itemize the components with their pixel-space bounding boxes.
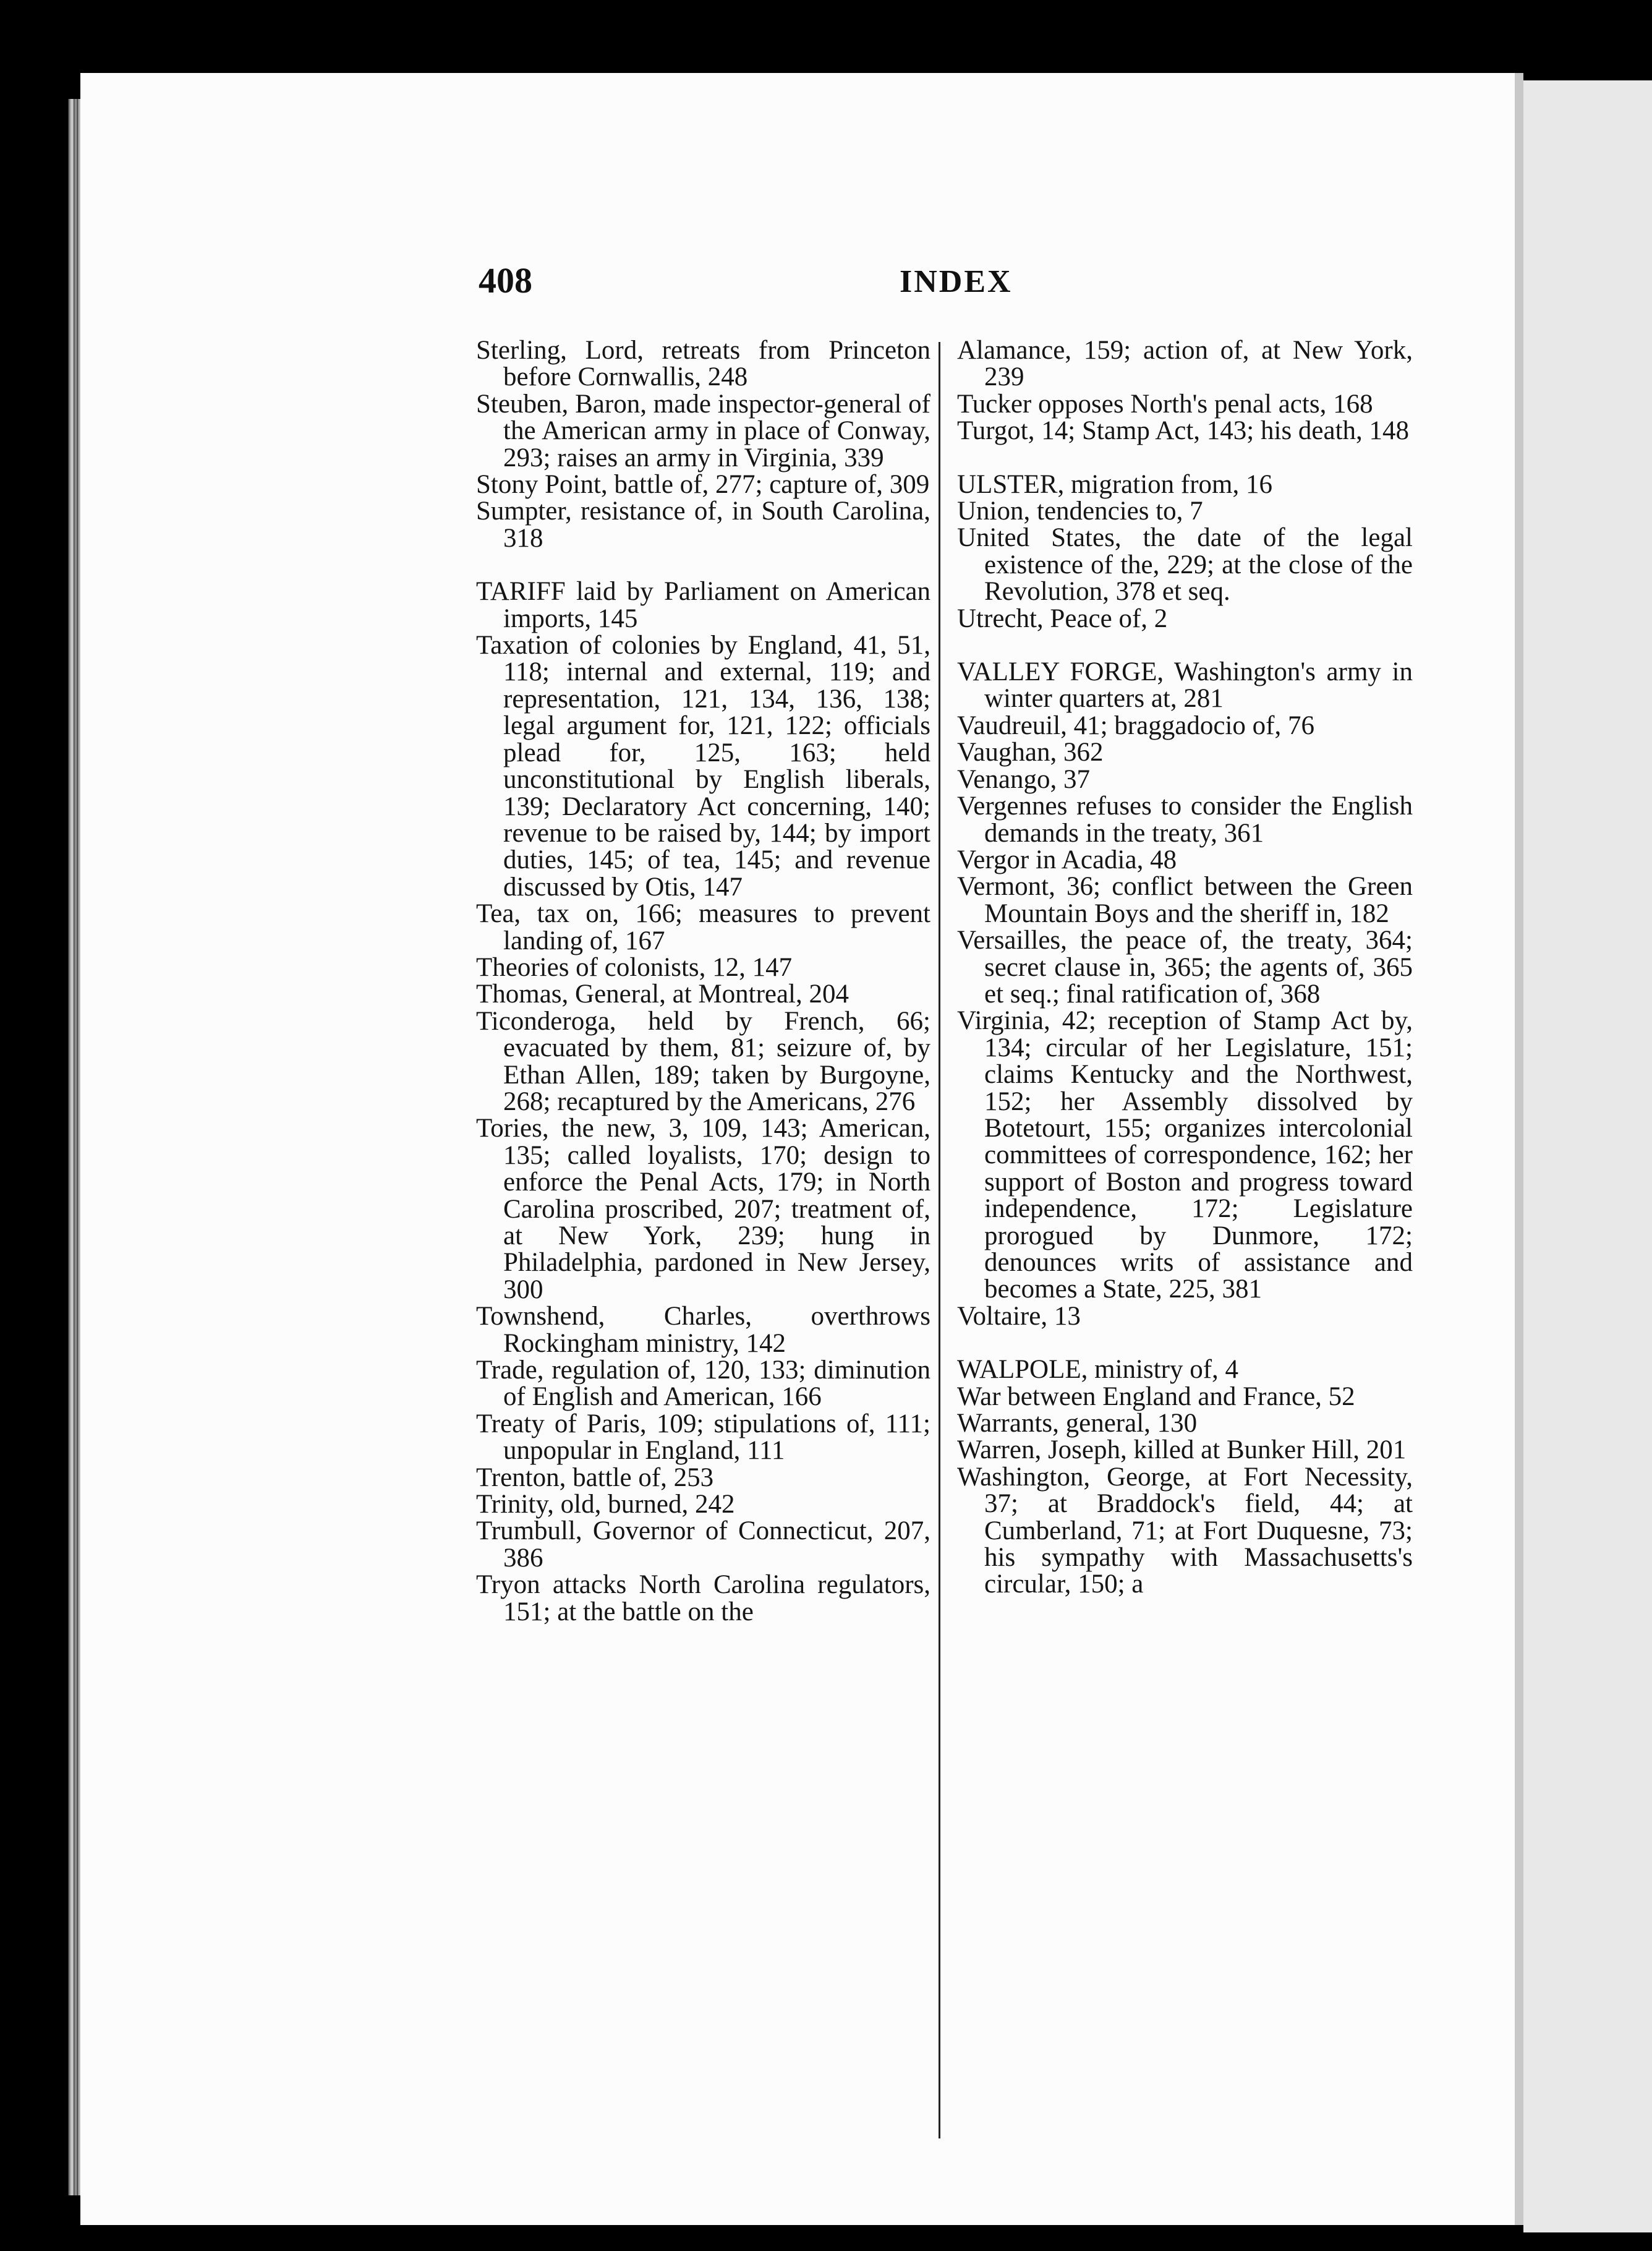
page-number: 408: [479, 260, 532, 301]
section-gap: [957, 1330, 1413, 1356]
index-entry: Taxation of colonies by England, 41, 51, 118; internal and external, 119; and representation, 121, 134, 136, 138; legal argument for, 121, 122; officials plead for, 125, 163; held unconstitutional by English liberals, 139; Declaratory Act concerning, 140; revenue to be raised by, 144; by import duties, 145; of tea, 145; and revenue discussed by Otis, 147: [476, 631, 930, 902]
index-entry: Sumpter, resistance of, in South Carolina, 318: [476, 497, 930, 553]
index-entry: Trumbull, Governor of Connecticut, 207, 386: [476, 1516, 930, 1573]
index-entry: VALLEY FORGE, Washington's army in winter quarters at, 281: [957, 657, 1413, 714]
column-divider: [939, 342, 940, 2138]
index-entry: Tucker opposes North's penal acts, 168: [957, 389, 1373, 419]
index-entry: Tea, tax on, 166; measures to prevent landing of, 167: [476, 899, 930, 955]
running-head: INDEX: [900, 264, 1013, 299]
index-entry: Tryon attacks North Carolina regulators, 151; at the battle on the: [476, 1570, 930, 1626]
index-entry: Voltaire, 13: [957, 1301, 1081, 1331]
index-entry: Turgot, 14; Stamp Act, 143; his death, 148: [957, 416, 1410, 446]
section-gap: [476, 552, 930, 578]
index-entry: Theories of colonists, 12, 147: [476, 952, 793, 982]
index-entry: United States, the date of the legal existence of the, 229; at the close of the Revolution, 378 et seq.: [957, 523, 1413, 607]
index-column-left: [476, 337, 930, 1625]
index-entry: Warren, Joseph, killed at Bunker Hill, 201: [957, 1435, 1407, 1465]
index-entry: Trenton, battle of, 253: [476, 1463, 714, 1492]
index-entry: Washington, George, at Fort Necessity, 37; at Braddock's field, 44; at Cumberland, 71; at Fort Duquesne, 73; his sympathy with Massachusetts's circular, 150; a: [957, 1462, 1413, 1599]
index-entry: Vergennes refuses to consider the English demands in the treaty, 361: [957, 792, 1413, 848]
index-entry: Virginia, 42; reception of Stamp Act by, 134; circular of her Legislature, 151; claims Kentucky and the Northwest, 152; her Assembly dissolved by Botetourt, 155; organizes intercolonial committees of correspondence, 162; her support of Boston and progress toward independence, 172; Legislature prorogued by Dunmore, 172; denounces writs of assistance and becomes a State, 225, 381: [957, 1006, 1413, 1304]
index-entry: War between England and France, 52: [957, 1382, 1355, 1411]
index-entry: Ticonderoga, held by French, 66; evacuated by them, 81; seizure of, by Ethan Allen, 189; taken by Burgoyne, 268; recaptured by the Americans, 276: [476, 1006, 930, 1116]
index-entry: Vermont, 36; conflict between the Green Mountain Boys and the sheriff in, 182: [957, 872, 1413, 928]
index-entry: Trade, regulation of, 120, 133; diminution of English and American, 166: [476, 1356, 930, 1412]
index-entry: Vaudreuil, 41; braggadocio of, 76: [957, 711, 1314, 740]
index-entry: Versailles, the peace of, the treaty, 364; secret clause in, 365; the agents of, 365 et seq.; final ratification of, 368: [957, 926, 1413, 1009]
index-entry: Thomas, General, at Montreal, 204: [476, 980, 849, 1009]
page-gutter-shadow: [1515, 73, 1523, 2225]
index-entry: Steuben, Baron, made inspector-general of the American army in place of Conway, 293; raises an army in Virginia, 339: [476, 389, 930, 472]
index-entry: Warrants, general, 130: [957, 1409, 1198, 1438]
index-entry: Townshend, Charles, overthrows Rockingham ministry, 142: [476, 1302, 930, 1358]
index-entry: Treaty of Paris, 109; stipulations of, 111; unpopular in England, 111: [476, 1409, 930, 1466]
index-entry: ULSTER, migration from, 16: [957, 469, 1272, 499]
index-entry: Alamance, 159; action of, at New York, 239: [957, 336, 1413, 392]
index-entry: Sterling, Lord, retreats from Princeton before Cornwallis, 248: [476, 336, 930, 392]
index-entry: Tories, the new, 3, 109, 143; American, 135; called loyalists, 170; design to enforce the Penal Acts, 179; in North Carolina proscribed, 207; treatment of, at New York, 239; hung in Philadelphia, pardoned in New Jersey, 300: [476, 1114, 930, 1304]
facing-page-edge: [1523, 80, 1652, 2232]
section-gap: [957, 632, 1413, 659]
index-entry: Trinity, old, burned, 242: [476, 1490, 735, 1519]
index-entry: Union, tendencies to, 7: [957, 497, 1203, 526]
index-entry: Vergor in Acadia, 48: [957, 845, 1177, 874]
index-entry: WALPOLE, ministry of, 4: [957, 1355, 1239, 1385]
section-gap: [957, 445, 1413, 471]
index-entry: TARIFF laid by Parliament on American imports, 145: [476, 577, 930, 633]
index-entry: Venango, 37: [957, 764, 1090, 794]
index-entry: Utrecht, Peace of, 2: [957, 604, 1168, 633]
index-entry: Vaughan, 362: [957, 738, 1104, 767]
index-entry: Stony Point, battle of, 277; capture of, 309: [476, 470, 930, 500]
index-column-right: [957, 337, 1413, 1598]
